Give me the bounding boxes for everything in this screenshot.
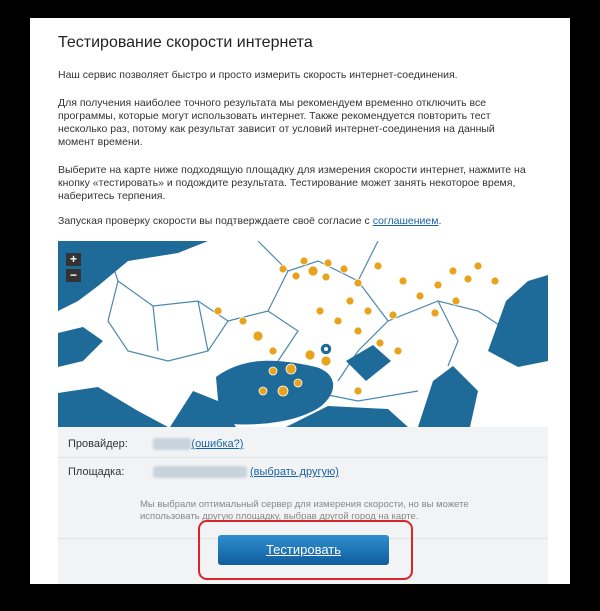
- server-map[interactable]: [58, 241, 548, 427]
- agreement-text: [58, 215, 528, 228]
- site-label: Площадка:: [68, 466, 125, 478]
- choose-other-site-link[interactable]: (выбрать другую): [250, 466, 339, 478]
- zoom-out-button[interactable]: −: [66, 269, 81, 282]
- provider-error-link[interactable]: (ошибка?): [191, 438, 244, 450]
- site-row: [68, 466, 339, 478]
- recommend-text: Для получения наиболее точного результата мы рекомендуем временно отключить все программы, которые могут использовать интернет. Также рекомендуется повторить тест несколько раз, потому как результат зависит от условий интернет-соединения на данный момент времени.: [58, 97, 495, 148]
- test-button[interactable]: Тестировать: [218, 535, 389, 565]
- divider: [58, 457, 548, 458]
- server-note: Мы выбрали оптимальный сервер для измерения скорости, но вы можете использовать другую площадку, выбрав другой город на карте.: [140, 499, 469, 522]
- zoom-in-button[interactable]: +: [66, 253, 81, 266]
- agreement-link[interactable]: соглашением: [372, 215, 439, 227]
- page-title: Тестирование скорости интернета: [58, 34, 313, 51]
- selected-site-pin: [320, 343, 332, 355]
- site-value-blurred: [153, 466, 247, 478]
- instructions-text: Выберите на карте ниже подходящую площадку для измерения скорости интернет, нажмите на кнопку «тестировать» и подождите результата. Тестирование может занять некоторое время, наберитесь терпения.: [58, 164, 526, 202]
- agreement-prefix: Запуская проверку скорости вы подтверждаете своё согласие с: [58, 215, 373, 227]
- provider-value-blurred: [153, 438, 192, 450]
- server-info-panel: [58, 427, 548, 584]
- map-svg: [58, 241, 548, 427]
- speedtest-panel: [30, 18, 570, 584]
- test-button-highlight: [198, 520, 413, 580]
- intro-text: Наш сервис позволяет быстро и просто измерить скорость интернет-соединения.: [58, 69, 458, 81]
- provider-label: Провайдер:: [68, 438, 128, 450]
- provider-row: [68, 438, 243, 450]
- agreement-suffix: .: [438, 215, 442, 227]
